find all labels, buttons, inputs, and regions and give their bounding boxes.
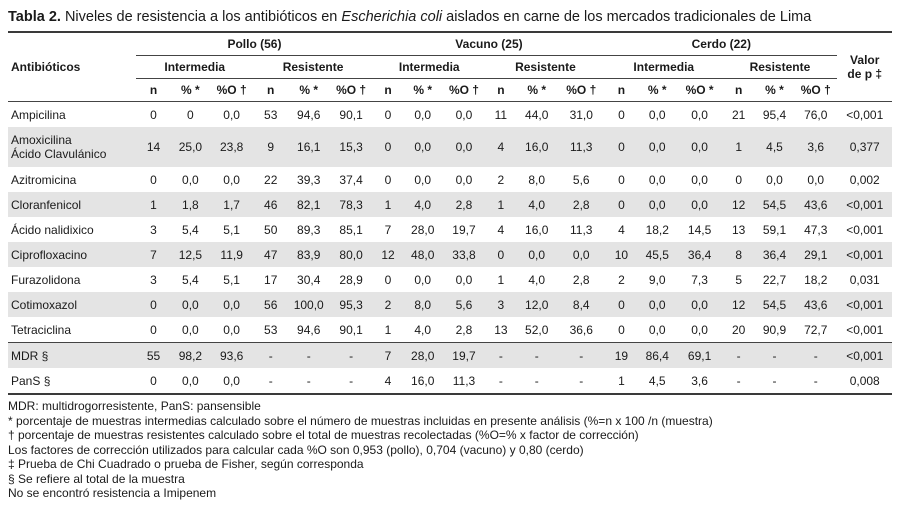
value-cell: 1 bbox=[605, 368, 638, 394]
value-cell: 5,6 bbox=[572, 172, 590, 187]
value-cell: 4,0 bbox=[528, 272, 546, 287]
value-cell: 69,1 bbox=[677, 343, 723, 369]
value-cell: 0 bbox=[136, 368, 171, 394]
value-cell: 90,1 bbox=[339, 322, 363, 337]
value-cell: 7,3 bbox=[691, 272, 708, 287]
value-cell: 2,8 bbox=[557, 192, 605, 217]
value-cell: 21 bbox=[731, 107, 746, 122]
value-cell: 0 bbox=[384, 172, 392, 187]
value-cell: 4 bbox=[486, 127, 516, 167]
table-row bbox=[8, 368, 892, 394]
antibiotic-name bbox=[8, 127, 136, 167]
value-cell: 19,7 bbox=[442, 343, 485, 369]
value-cell: 0 bbox=[605, 127, 638, 167]
value-cell: 10 bbox=[605, 242, 638, 267]
value-cell: 43,6 bbox=[794, 192, 837, 217]
value-cell: 8,4 bbox=[557, 292, 605, 317]
value-cell: 52,0 bbox=[525, 322, 549, 337]
value-cell: 54,5 bbox=[755, 292, 794, 317]
value-cell: 0,0 bbox=[691, 322, 708, 337]
value-cell: 0,0 bbox=[807, 172, 825, 187]
value-cell: - bbox=[722, 343, 755, 369]
value-cell: 0,0 bbox=[414, 272, 432, 287]
antibiotic-name-line: Cotimoxazol bbox=[11, 297, 78, 312]
value-cell: 0,0 bbox=[648, 322, 666, 337]
value-cell: - bbox=[253, 343, 288, 369]
footnote-abbreviations: MDR: multidrogorresistente, PanS: pansensible bbox=[8, 399, 261, 413]
value-cell: 4,5 bbox=[638, 368, 677, 394]
value-cell: 0,0 bbox=[210, 368, 253, 394]
value-cell: 76,0 bbox=[804, 107, 828, 122]
value-cell: 14 bbox=[136, 127, 171, 167]
value-cell: 0,0 bbox=[182, 322, 199, 337]
table-row bbox=[8, 127, 892, 167]
value-cell: 13 bbox=[494, 322, 508, 337]
value-cell: - bbox=[794, 368, 837, 394]
value-cell: 89,3 bbox=[297, 222, 321, 237]
value-cell: 0,0 bbox=[677, 192, 723, 217]
table-row bbox=[8, 343, 892, 369]
value-cell: 94,6 bbox=[297, 107, 321, 122]
value-cell: 0,0 bbox=[171, 368, 210, 394]
value-cell: 2 bbox=[497, 172, 505, 187]
value-cell: 0,0 bbox=[648, 172, 666, 187]
antibiotic-name-line: Amoxicilina bbox=[11, 133, 72, 147]
header-cerdo-intermedia: Intermedia bbox=[605, 56, 722, 79]
value-cell: - bbox=[288, 343, 329, 369]
p-value-cell: <0,001 bbox=[846, 322, 884, 337]
value-cell: 0 bbox=[150, 322, 157, 337]
value-cell: - bbox=[722, 368, 755, 394]
table-row bbox=[8, 267, 892, 292]
antibiotic-name bbox=[8, 368, 136, 394]
table-row bbox=[8, 102, 892, 128]
table-number: Tabla 2. bbox=[8, 9, 61, 25]
value-cell: - bbox=[557, 368, 605, 394]
value-cell: 85,1 bbox=[339, 222, 363, 237]
antibiotic-name-line: Furazolidona bbox=[11, 272, 81, 287]
value-cell: 0,0 bbox=[455, 172, 473, 187]
value-cell: 16,1 bbox=[288, 127, 329, 167]
value-cell: - bbox=[557, 343, 605, 369]
value-cell: 0,0 bbox=[516, 242, 557, 267]
value-cell: 0,0 bbox=[403, 127, 442, 167]
value-cell: 1 bbox=[136, 192, 171, 217]
antibiotic-name-line: MDR § bbox=[11, 348, 49, 363]
value-cell: 4,0 bbox=[516, 192, 557, 217]
value-cell: 0 bbox=[384, 107, 392, 122]
value-cell: 0,0 bbox=[442, 127, 485, 167]
value-cell: - bbox=[329, 343, 372, 369]
value-cell: 14,5 bbox=[687, 222, 712, 237]
value-cell: 0 bbox=[384, 272, 392, 287]
value-cell: 93,6 bbox=[210, 343, 253, 369]
value-cell: 0 bbox=[150, 107, 157, 122]
value-cell: - bbox=[755, 343, 794, 369]
value-cell: 43,6 bbox=[794, 292, 837, 317]
p-value-cell: <0,001 bbox=[846, 222, 884, 237]
value-cell: 1,7 bbox=[210, 192, 253, 217]
value-cell: 48,0 bbox=[403, 242, 442, 267]
value-cell: 19,7 bbox=[452, 222, 476, 237]
value-cell: 0,0 bbox=[557, 242, 605, 267]
value-cell: 16,0 bbox=[525, 222, 549, 237]
value-cell: 13 bbox=[731, 222, 746, 237]
p-value-cell: <0,001 bbox=[837, 292, 892, 317]
value-cell: 90,9 bbox=[762, 322, 787, 337]
value-cell: 0 bbox=[618, 322, 625, 337]
col-vacuno-res-pcto: %O † bbox=[557, 79, 605, 102]
value-cell: 3 bbox=[486, 292, 516, 317]
value-cell: - bbox=[253, 368, 288, 394]
value-cell: 36,6 bbox=[569, 322, 593, 337]
value-cell: 44,0 bbox=[525, 107, 549, 122]
value-cell: 12 bbox=[722, 292, 755, 317]
footnote-intermedia-pct: * porcentaje de muestras intermedias calculado sobre el número de muestras incluidas en presente análisis (%=n x 100 /n (muestra) bbox=[8, 413, 713, 428]
col-cerdo-res-pct: % * bbox=[755, 79, 794, 102]
value-cell: 94,6 bbox=[297, 322, 321, 337]
value-cell: 5 bbox=[735, 272, 743, 287]
value-cell: 0,0 bbox=[638, 192, 677, 217]
value-cell: 12,5 bbox=[171, 242, 210, 267]
value-cell: 86,4 bbox=[638, 343, 677, 369]
value-cell: 95,4 bbox=[762, 107, 787, 122]
table-title bbox=[8, 8, 892, 26]
value-cell: 12,0 bbox=[516, 292, 557, 317]
value-cell: 0,0 bbox=[677, 127, 723, 167]
value-cell: 47,3 bbox=[804, 222, 828, 237]
p-value-cell: 0,008 bbox=[837, 368, 892, 394]
header-pollo-resistente: Resistente bbox=[253, 56, 372, 79]
value-cell: 0 bbox=[735, 172, 743, 187]
footnote-total-sample: § Se refiere al total de la muestra bbox=[8, 471, 185, 486]
p-value-cell: <0,001 bbox=[837, 242, 892, 267]
footnote-resistente-pct: † porcentaje de muestras resistentes calculado sobre el total de muestras recolectadas (%O=% x factor de corrección) bbox=[8, 428, 639, 442]
value-cell: 0 bbox=[187, 107, 194, 122]
antibiotic-name-line: Tetraciclina bbox=[11, 322, 72, 337]
table-body bbox=[8, 102, 892, 395]
value-cell: 3 bbox=[150, 222, 157, 237]
value-cell: 0,0 bbox=[414, 172, 432, 187]
value-cell: 0,0 bbox=[414, 107, 432, 122]
col-vacuno-res-pct: % * bbox=[516, 79, 557, 102]
value-cell: 5,4 bbox=[182, 222, 199, 237]
header-pvalue-line2: de p ‡ bbox=[847, 67, 883, 81]
value-cell: 2 bbox=[373, 292, 403, 317]
value-cell: 0 bbox=[605, 292, 638, 317]
value-cell: 56 bbox=[253, 292, 288, 317]
value-cell: 0,0 bbox=[691, 107, 708, 122]
table-row bbox=[8, 217, 892, 242]
value-cell: 18,2 bbox=[804, 272, 828, 287]
header-vacuno-resistente: Resistente bbox=[486, 56, 605, 79]
p-value-cell: <0,001 bbox=[846, 107, 884, 122]
value-cell: - bbox=[516, 368, 557, 394]
footnotes bbox=[8, 399, 892, 501]
value-cell: 100,0 bbox=[288, 292, 329, 317]
value-cell: - bbox=[794, 343, 837, 369]
antibiotic-name-line: Cloranfenicol bbox=[11, 197, 82, 212]
value-cell: 11,3 bbox=[442, 368, 485, 394]
value-cell: - bbox=[516, 343, 557, 369]
value-cell: 28,0 bbox=[403, 343, 442, 369]
col-cerdo-res-pcto: %O † bbox=[794, 79, 837, 102]
title-text-after: aislados en carne de los mercados tradicionales de Lima bbox=[442, 9, 812, 25]
value-cell: 8,0 bbox=[528, 172, 546, 187]
value-cell: 82,1 bbox=[288, 192, 329, 217]
header-group-vacuno: Vacuno (25) bbox=[373, 32, 605, 56]
value-cell: 3,6 bbox=[677, 368, 723, 394]
value-cell: 12 bbox=[373, 242, 403, 267]
value-cell: 46 bbox=[253, 192, 288, 217]
value-cell: 0 bbox=[618, 172, 625, 187]
value-cell: 16,0 bbox=[516, 127, 557, 167]
antibiotic-name-line: Ampicilina bbox=[11, 107, 66, 122]
footnote-statistical-test: ‡ Prueba de Chi Cuadrado o prueba de Fisher, según corresponda bbox=[8, 457, 364, 471]
header-pvalue bbox=[837, 32, 892, 102]
value-cell: 7 bbox=[373, 343, 403, 369]
p-value-cell: 0,002 bbox=[849, 172, 880, 187]
antibiotic-name-line: Ciprofloxacino bbox=[11, 247, 88, 262]
value-cell: 20 bbox=[731, 322, 746, 337]
value-cell: 0,0 bbox=[171, 292, 210, 317]
value-cell: 4 bbox=[497, 222, 505, 237]
value-cell: 1 bbox=[486, 192, 516, 217]
value-cell: 0,0 bbox=[677, 292, 723, 317]
antibiotic-name bbox=[8, 217, 136, 242]
value-cell: 11,3 bbox=[557, 127, 605, 167]
value-cell: 4,5 bbox=[755, 127, 794, 167]
value-cell: 0,0 bbox=[223, 172, 240, 187]
col-pollo-int-pcto: %O † bbox=[210, 79, 253, 102]
value-cell: 4 bbox=[618, 222, 625, 237]
value-cell: 53 bbox=[264, 322, 278, 337]
value-cell: 1 bbox=[722, 127, 755, 167]
value-cell: 53 bbox=[264, 107, 278, 122]
value-cell: 33,8 bbox=[442, 242, 485, 267]
value-cell: 0,0 bbox=[210, 292, 253, 317]
value-cell: 9 bbox=[253, 127, 288, 167]
footnote-correction-factors: Los factores de corrección utilizados para calcular cada %O son 0,953 (pollo), 0,704 (vacuno) y 0,80 (cerdo) bbox=[8, 442, 584, 457]
value-cell: 59,1 bbox=[762, 222, 787, 237]
antibiotic-name bbox=[8, 102, 136, 128]
table-row bbox=[8, 192, 892, 217]
header-cerdo-resistente: Resistente bbox=[722, 56, 837, 79]
value-cell: 7 bbox=[136, 242, 171, 267]
value-cell: 12 bbox=[722, 192, 755, 217]
header-antibiotics: Antibióticos bbox=[8, 32, 136, 102]
value-cell: - bbox=[288, 368, 329, 394]
value-cell: 3 bbox=[150, 272, 157, 287]
value-cell: 45,5 bbox=[638, 242, 677, 267]
value-cell: 28,0 bbox=[411, 222, 435, 237]
value-cell: 18,2 bbox=[645, 222, 669, 237]
col-cerdo-int-pct: % * bbox=[638, 79, 677, 102]
value-cell: 30,4 bbox=[297, 272, 321, 287]
antibiotic-name-line: Ácido Clavulánico bbox=[11, 147, 107, 161]
value-cell: 95,3 bbox=[329, 292, 372, 317]
col-pollo-res-pct: % * bbox=[288, 79, 329, 102]
value-cell: 5,6 bbox=[442, 292, 485, 317]
resistance-table bbox=[8, 31, 892, 395]
antibiotic-name bbox=[8, 343, 136, 369]
value-cell: 37,4 bbox=[339, 172, 363, 187]
table-row bbox=[8, 317, 892, 343]
col-pollo-int-pct: % * bbox=[171, 79, 210, 102]
value-cell: 8,0 bbox=[403, 292, 442, 317]
value-cell: 1 bbox=[497, 272, 505, 287]
value-cell: 1 bbox=[384, 322, 392, 337]
value-cell: 19 bbox=[605, 343, 638, 369]
col-cerdo-res-n: n bbox=[722, 79, 755, 102]
antibiotic-name bbox=[8, 317, 136, 343]
value-cell: 4 bbox=[373, 368, 403, 394]
antibiotic-name-line: PanS § bbox=[11, 373, 51, 388]
p-value-cell: 0,031 bbox=[849, 272, 880, 287]
value-cell: 2,8 bbox=[455, 322, 473, 337]
value-cell: 4,0 bbox=[414, 322, 432, 337]
header-group-pollo: Pollo (56) bbox=[136, 32, 373, 56]
value-cell: 23,8 bbox=[210, 127, 253, 167]
p-value-cell: <0,001 bbox=[837, 192, 892, 217]
antibiotic-name bbox=[8, 192, 136, 217]
col-cerdo-int-pcto: %O * bbox=[677, 79, 723, 102]
value-cell: 22,7 bbox=[762, 272, 787, 287]
value-cell: 1 bbox=[373, 192, 403, 217]
value-cell: 29,1 bbox=[794, 242, 837, 267]
value-cell: - bbox=[755, 368, 794, 394]
value-cell: 1,8 bbox=[171, 192, 210, 217]
value-cell: 2,8 bbox=[572, 272, 590, 287]
value-cell: 7 bbox=[384, 222, 392, 237]
value-cell: 0 bbox=[150, 172, 157, 187]
col-pollo-int-n: n bbox=[136, 79, 171, 102]
header-pollo-intermedia: Intermedia bbox=[136, 56, 253, 79]
col-pollo-res-n: n bbox=[253, 79, 288, 102]
value-cell: 0,0 bbox=[223, 107, 240, 122]
value-cell: 0,0 bbox=[691, 172, 708, 187]
title-organism: Escherichia coli bbox=[341, 9, 443, 25]
value-cell: 36,4 bbox=[755, 242, 794, 267]
p-value-cell: <0,001 bbox=[837, 343, 892, 369]
value-cell: 31,0 bbox=[569, 107, 593, 122]
value-cell: 0 bbox=[618, 107, 625, 122]
value-cell: 3,6 bbox=[794, 127, 837, 167]
header-pvalue-line1: Valor bbox=[850, 53, 880, 67]
value-cell: 80,0 bbox=[329, 242, 372, 267]
title-text-before: Niveles de resistencia a los antibióticos en bbox=[60, 9, 342, 25]
value-cell: 2,8 bbox=[442, 192, 485, 217]
col-pollo-res-pcto: %O † bbox=[329, 79, 372, 102]
value-cell: 0 bbox=[136, 292, 171, 317]
value-cell: 11 bbox=[494, 107, 508, 122]
value-cell: 15,3 bbox=[329, 127, 372, 167]
value-cell: 0,0 bbox=[766, 172, 783, 187]
value-cell: 0,0 bbox=[223, 322, 240, 337]
antibiotic-name bbox=[8, 292, 136, 317]
value-cell: 5,4 bbox=[182, 272, 199, 287]
value-cell: 28,9 bbox=[339, 272, 363, 287]
value-cell: 83,9 bbox=[288, 242, 329, 267]
antibiotic-name bbox=[8, 242, 136, 267]
value-cell: 0,0 bbox=[638, 127, 677, 167]
value-cell: 5,1 bbox=[223, 272, 240, 287]
value-cell: 0,0 bbox=[455, 272, 473, 287]
p-value-cell: 0,377 bbox=[837, 127, 892, 167]
footnote-imipenem: No se encontró resistencia a Imipenem bbox=[8, 486, 217, 500]
header-group-cerdo: Cerdo (22) bbox=[605, 32, 837, 56]
value-cell: 90,1 bbox=[339, 107, 363, 122]
value-cell: 0,0 bbox=[182, 172, 199, 187]
value-cell: 11,3 bbox=[570, 222, 593, 237]
table-row bbox=[8, 167, 892, 192]
value-cell: 25,0 bbox=[171, 127, 210, 167]
value-cell: 72,7 bbox=[804, 322, 828, 337]
value-cell: 9,0 bbox=[648, 272, 666, 287]
value-cell: 50 bbox=[264, 222, 278, 237]
header-vacuno-intermedia: Intermedia bbox=[373, 56, 486, 79]
value-cell: 4,0 bbox=[403, 192, 442, 217]
value-cell: 47 bbox=[253, 242, 288, 267]
value-cell: 78,3 bbox=[329, 192, 372, 217]
value-cell: 5,1 bbox=[223, 222, 240, 237]
value-cell: 55 bbox=[136, 343, 171, 369]
value-cell: 0 bbox=[373, 127, 403, 167]
value-cell: 0 bbox=[605, 192, 638, 217]
table-row bbox=[8, 292, 892, 317]
value-cell: 0 bbox=[486, 242, 516, 267]
value-cell: 2 bbox=[618, 272, 625, 287]
antibiotic-name-line: Ácido nalidixico bbox=[11, 222, 94, 237]
col-vacuno-int-pct: % * bbox=[403, 79, 442, 102]
value-cell: 11,9 bbox=[210, 242, 253, 267]
value-cell: - bbox=[486, 343, 516, 369]
col-vacuno-int-n: n bbox=[373, 79, 403, 102]
value-cell: 17 bbox=[264, 272, 278, 287]
value-cell: 36,4 bbox=[677, 242, 723, 267]
table-row bbox=[8, 242, 892, 267]
value-cell: - bbox=[486, 368, 516, 394]
value-cell: 0,0 bbox=[638, 292, 677, 317]
value-cell: 16,0 bbox=[403, 368, 442, 394]
col-vacuno-int-pcto: %O † bbox=[442, 79, 485, 102]
col-cerdo-int-n: n bbox=[605, 79, 638, 102]
antibiotic-name bbox=[8, 267, 136, 292]
value-cell: - bbox=[329, 368, 372, 394]
antibiotic-name-line: Azitromicina bbox=[11, 172, 77, 187]
value-cell: 0,0 bbox=[455, 107, 473, 122]
value-cell: 39,3 bbox=[297, 172, 321, 187]
value-cell: 8 bbox=[722, 242, 755, 267]
value-cell: 0,0 bbox=[648, 107, 666, 122]
value-cell: 54,5 bbox=[755, 192, 794, 217]
antibiotic-name bbox=[8, 167, 136, 192]
value-cell: 22 bbox=[264, 172, 278, 187]
value-cell: 98,2 bbox=[171, 343, 210, 369]
col-vacuno-res-n: n bbox=[486, 79, 516, 102]
